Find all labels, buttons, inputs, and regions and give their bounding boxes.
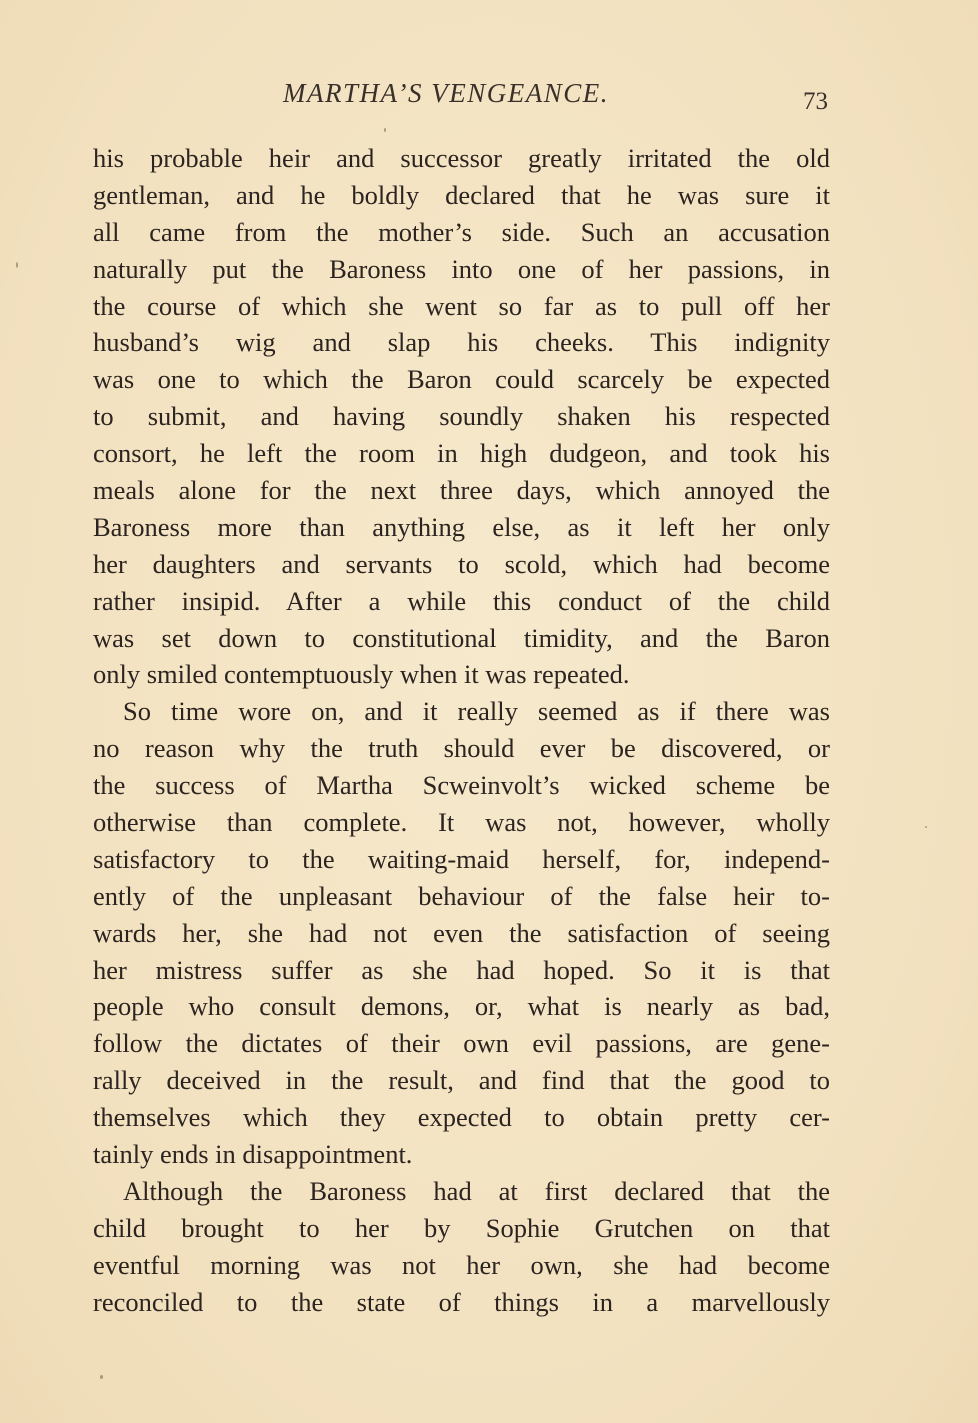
text-line: her daughters and servants to scold, which had become <box>93 548 830 579</box>
text-line: gentleman, and he boldly declared that he was sure it <box>93 179 830 210</box>
text-line: So time wore on, and it really seemed as if there was <box>123 696 830 727</box>
text-line: naturally put the Baroness into one of her passions, in <box>93 253 830 284</box>
text-line: the course of which she went so far as to pull off her <box>93 290 830 321</box>
text-line: the success of Martha Scweinvolt’s wicked scheme be <box>93 770 830 801</box>
paper-speck <box>384 128 386 132</box>
text-line: consort, he left the room in high dudgeon, and took his <box>93 438 830 469</box>
page-header <box>0 78 978 114</box>
text-line: Although the Baroness had at first declared that the <box>123 1175 830 1206</box>
text-line: child brought to her by Sophie Grutchen on that <box>93 1212 830 1243</box>
text-line: was one to which the Baron could scarcely be expected <box>93 364 830 395</box>
text-line: all came from the mother’s side. Such an accusation <box>93 216 830 247</box>
text-line: only smiled contemptuously when it was repeated. <box>93 659 630 690</box>
text-line: ently of the unpleasant behaviour of the false heir to- <box>93 880 830 911</box>
text-line: was set down to constitutional timidity, and the Baron <box>93 622 830 653</box>
text-line: rather insipid. After a while this conduct of the child <box>93 585 830 616</box>
paper-speck <box>16 262 18 268</box>
text-line: his probable heir and successor greatly irritated the old <box>93 143 830 173</box>
text-line: people who consult demons, or, what is nearly as bad, <box>93 991 830 1022</box>
text-line: themselves which they expected to obtain pretty cer- <box>93 1102 830 1133</box>
page-number: 73 <box>803 88 828 115</box>
text-line: satisfactory to the waiting-maid herself, for, independ- <box>93 843 830 874</box>
text-line: tainly ends in disappointment. <box>93 1139 413 1170</box>
text-line: reconciled to the state of things in a marvellously <box>93 1286 830 1317</box>
text-line: no reason why the truth should ever be discovered, or <box>93 733 830 764</box>
running-title: MARTHA’S VENGEANCE. <box>283 78 609 108</box>
text-line: rally deceived in the result, and find that the good to <box>93 1065 830 1096</box>
text-line: Baroness more than anything else, as it left her only <box>93 511 830 542</box>
paper-speck <box>100 1375 103 1379</box>
text-line: husband’s wig and slap his cheeks. This indignity <box>93 327 830 358</box>
text-line: follow the dictates of their own evil passions, are gene- <box>93 1028 830 1059</box>
text-line: eventful morning was not her own, she had become <box>93 1249 830 1280</box>
text-line: meals alone for the next three days, which annoyed the <box>93 475 830 506</box>
text-line: her mistress suffer as she had hoped. So it is that <box>93 954 830 985</box>
paper-speck <box>925 826 927 828</box>
text-line: otherwise than complete. It was not, however, wholly <box>93 807 830 838</box>
body-text <box>93 140 830 1321</box>
text-line: to submit, and having soundly shaken his respected <box>93 401 830 432</box>
text-line: wards her, she had not even the satisfaction of seeing <box>93 917 830 948</box>
